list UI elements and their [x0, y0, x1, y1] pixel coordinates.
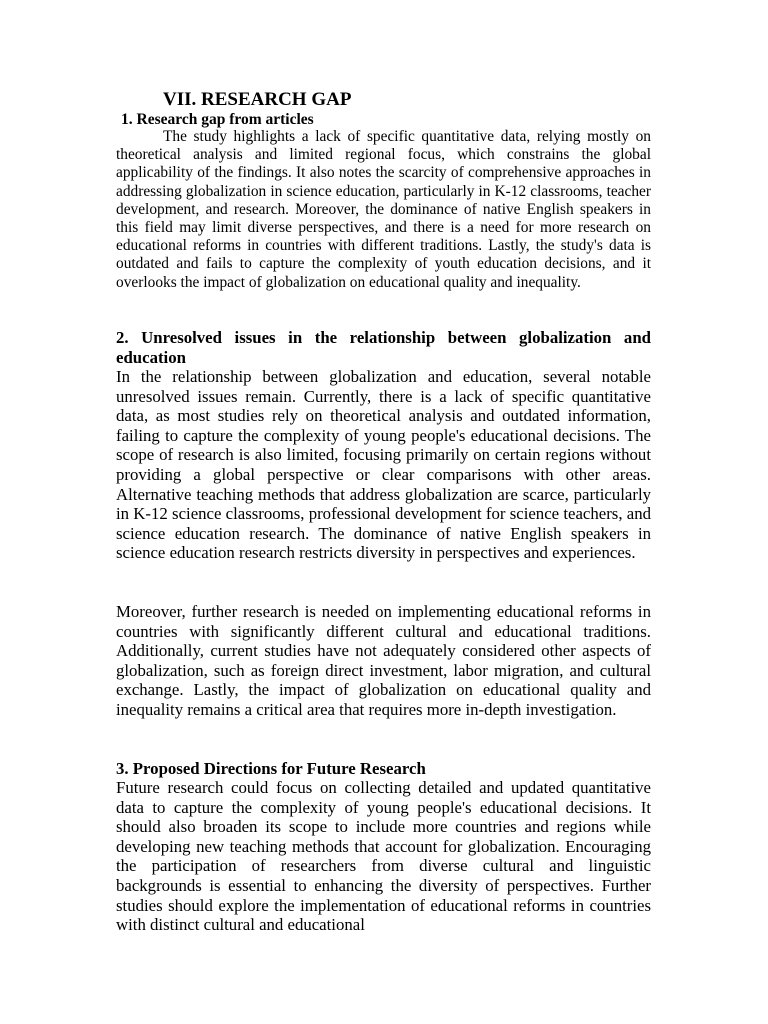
section-3-heading: 3. Proposed Directions for Future Research: [116, 759, 426, 778]
section-1-paragraph: The study highlights a lack of specific quantitative data, relying mostly on theoretical analysis and limited regional focus, which constrains the global applicability of the findings. It also notes the scarcity of comprehensive approaches in addressing globalization in science education, particularly in K-12 classrooms, teacher development, and research. Moreover, the dominance of native English speakers in this field may limit diverse perspectives, and there is a need for more research on educational reforms in countries with different traditions. Lastly, the study's data is outdated and fails to capture the complexity of youth education decisions, and it overlooks the impact of globalization on educational quality and inequality.: [116, 128, 651, 291]
section-2-paragraph-1: In the relationship between globalization and education, several notable unresolved issues remain. Currently, there is a lack of specific quantitative data, as most studies rely on theoretical analysis and outdated information, failing to capture the complexity of young people's educational decisions. The scope of research is also limited, focusing primarily on certain regions without providing a global perspective or clear comparisons with other areas. Alternative teaching methods that address globalization are scarce, particularly in K-12 science classrooms, professional development for science teachers, and science education research. The dominance of native English speakers in science education research restricts diversity in perspectives and experiences.: [116, 367, 651, 563]
section-2-paragraph-2: Moreover, further research is needed on implementing educational reforms in countries with significantly different cultural and educational traditions. Additionally, current studies have not adequately considered other aspects of globalization, such as foreign direct investment, labor migration, and cultural exchange. Lastly, the impact of globalization on educational quality and inequality remains a critical area that requires more in-depth investigation.: [116, 602, 651, 719]
page-title: VII. RESEARCH GAP: [163, 89, 352, 110]
section-1-heading: 1. Research gap from articles: [121, 111, 314, 128]
section-2-heading: 2. Unresolved issues in the relationship between globalization and education: [116, 328, 651, 367]
section-3-paragraph: Future research could focus on collecting detailed and updated quantitative data to capture the complexity of young people's educational decisions. It should also broaden its scope to include more countries and regions while developing new teaching methods that account for globalization. Encouraging the participation of researchers from diverse cultural and linguistic backgrounds is essential to enhancing the diversity of perspectives. Further studies should explore the implementation of educational reforms in countries with distinct cultural and educational: [116, 778, 651, 935]
